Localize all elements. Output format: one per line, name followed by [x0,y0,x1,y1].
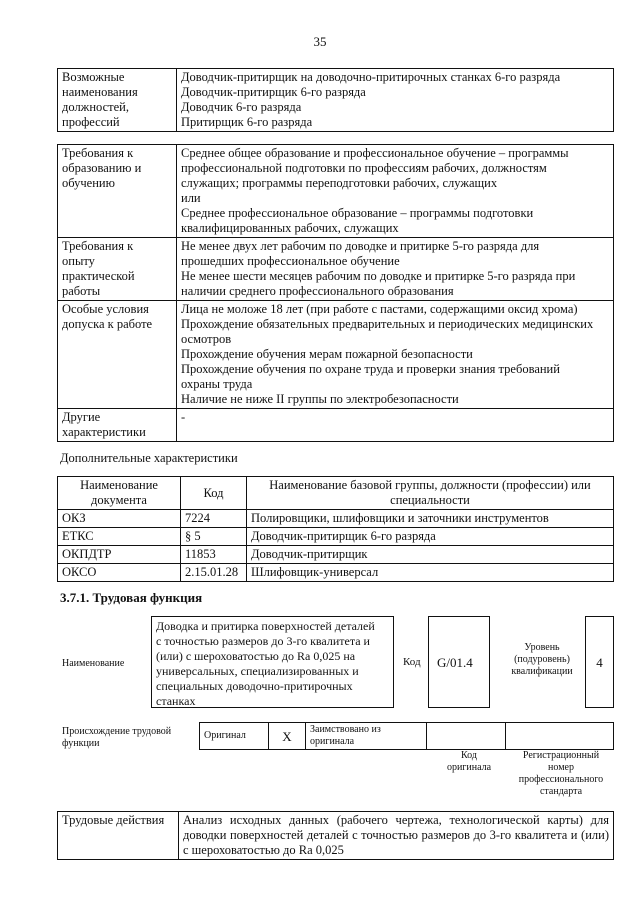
additional-characteristics-table [57,476,614,582]
group-cell: Доводчик-притирщик 6-го разряда [247,528,614,546]
table-row [58,528,614,546]
special-conditions-label: Особые условия допуска к работе [58,301,177,409]
labor-function-title: 3.7.1. Трудовая функция [60,590,203,605]
possible-positions-list [177,69,614,132]
labor-function-name: Доводка и притирка поверхностей деталей с точностью размеров до 3-го квалитета и (или) с шероховатостью до Ra 0,025 на универсальных, специализированных и специальных доводочно-притирочных станках [151,616,394,708]
code-cell: 11853 [181,546,247,564]
possible-positions-table [57,68,614,132]
code-cell: 7224 [181,510,247,528]
labor-function-code: G/01.4 [428,616,490,708]
position-item: Доводчик-притирщик на доводочно-притирочных станках 6-го разряда [181,70,561,84]
table-row [58,546,614,564]
original-mark: X [269,723,306,750]
education-value: Среднее общее образование и профессиональное обучение – программы профессиональной подготовки по профессиям рабочих, должностям служащих; программы переподготовки рабочих, служащих или Среднее профессиональное образование – программы подготовки квалифицированных рабочих, служащих [177,145,614,238]
header-group-name: Наименование базовой группы, должности (профессии) или специальности [247,477,614,510]
table-row [58,564,614,582]
additional-characteristics-title: Дополнительные характеристики [60,451,238,465]
code-original-label: Код оригинала [446,750,492,773]
original-label: Оригинал [200,723,269,750]
reg-number-label: Регистрационный номер профессионального стандарта [518,750,604,797]
requirements-row-special-conditions [58,301,614,409]
origin-label: Происхождение трудовой функции [62,726,172,749]
table-header-row [58,477,614,510]
page-number: 35 [313,34,327,49]
code-label: Код [403,656,421,668]
origin-table [199,722,614,750]
experience-label: Требования к опыту практической работы [58,238,177,301]
table-row [58,510,614,528]
doc-cell: ОКЗ [58,510,181,528]
requirements-table [57,144,614,442]
group-cell: Полировщики, шлифовщики и заточники инструментов [247,510,614,528]
labor-actions-table [57,811,614,860]
position-item: Притирщик 6-го разряда [181,115,313,129]
labor-actions-value: Анализ исходных данных (рабочего чертежа, технологической карты) для доводки поверхностей деталей с точностью размеров до 3-го квалитета и (или) с шероховатостью до Ra 0,025 [179,812,614,860]
doc-cell: ОКСО [58,564,181,582]
labor-actions-label: Трудовые действия [58,812,179,860]
borrowed-label: Заимствовано из оригинала [306,723,427,750]
doc-cell: ОКПДТР [58,546,181,564]
other-characteristics-value: - [177,409,614,442]
code-original-cell [427,723,506,750]
requirements-row-education [58,145,614,238]
requirements-row-other [58,409,614,442]
code-cell: 2.15.01.28 [181,564,247,582]
education-label: Требования к образованию и обучению [58,145,177,238]
header-document-name: Наименование документа [58,477,181,510]
special-conditions-value: Лица не моложе 18 лет (при работе с пастами, содержащими оксид хрома) Прохождение обязательных предварительных и периодических медицинских осмотров Прохождение обучения мерам пожарной безопасности Прохождение обучения по охране труда и проверки знания требований охраны труда Наличие не ниже II группы по электробезопасности [177,301,614,409]
doc-cell: ЕТКС [58,528,181,546]
possible-positions-label: Возможные наименования должностей, профессий [58,69,177,132]
group-cell: Шлифовщик-универсал [247,564,614,582]
code-cell: § 5 [181,528,247,546]
experience-value: Не менее двух лет рабочим по доводке и притирке 5-го разряда для прошедших профессиональное обучение Не менее шести месяцев рабочим по доводке и притирке 5-го разряда при наличии среднего профессионального образования [177,238,614,301]
other-characteristics-label: Другие характеристики [58,409,177,442]
group-cell: Доводчик-притирщик [247,546,614,564]
reg-number-cell [506,723,614,750]
position-item: Доводчик-притирщик 6-го разряда [181,85,366,99]
header-code: Код [181,477,247,510]
name-label: Наименование [62,658,125,669]
qualification-level-label: Уровень (подуровень) квалификации [511,642,573,677]
requirements-row-experience [58,238,614,301]
qualification-level-value: 4 [585,616,614,708]
position-item: Доводчик 6-го разряда [181,100,302,114]
